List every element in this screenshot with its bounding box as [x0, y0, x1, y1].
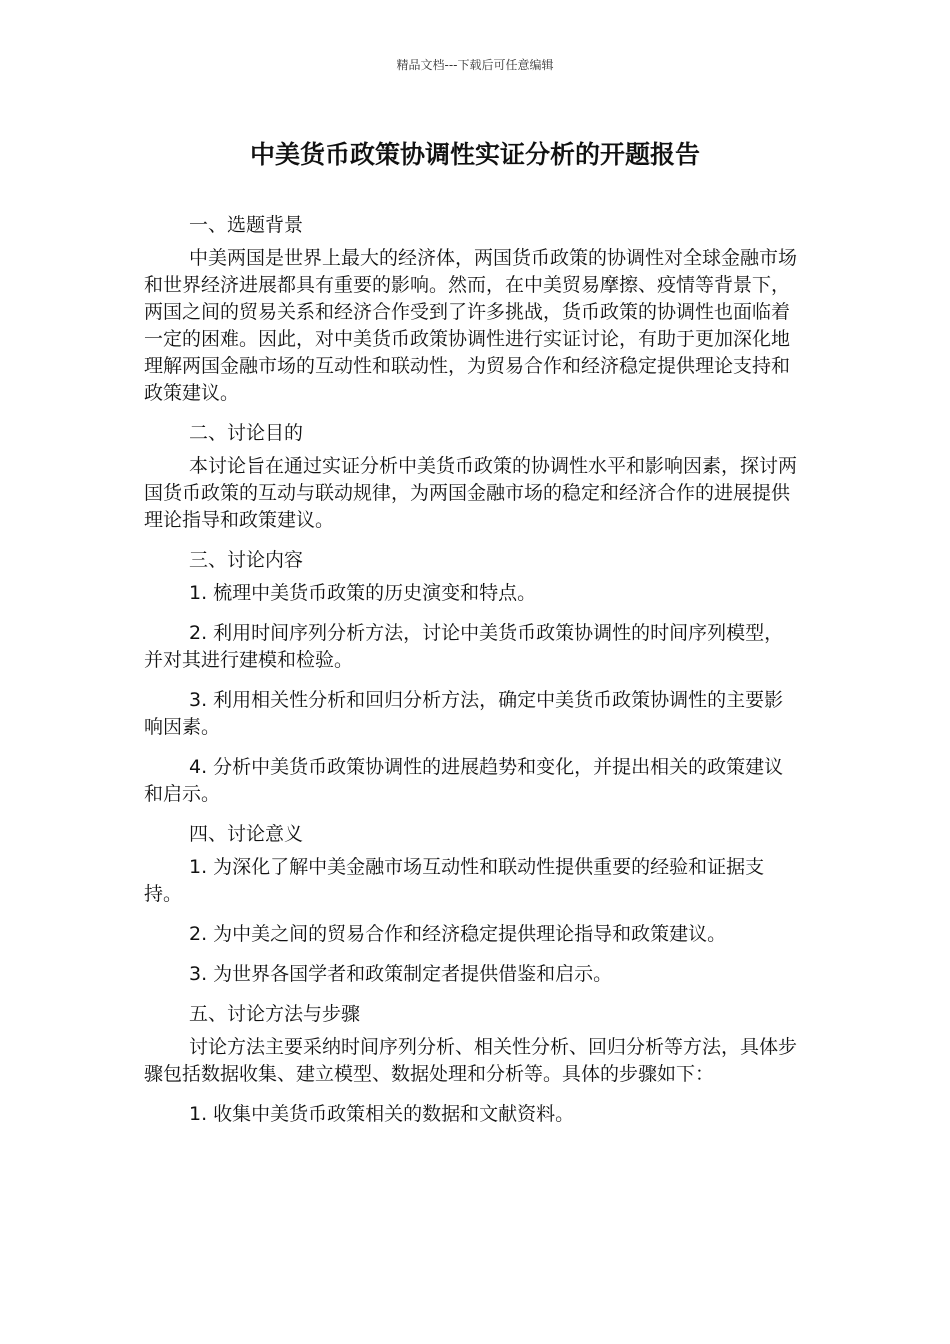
list-item: 2. 利用时间序列分析方法，讨论中美货币政策协调性的时间序列模型，并对其进行建模和检验。: [144, 622, 784, 671]
list-item: 1. 收集中美货币政策相关的数据和文献资料。: [189, 1103, 575, 1125]
paragraph: 讨论方法主要采纳时间序列分析、相关性分析、回归分析等方法，具体步骤包括数据收集、建立模型、数据处理和分析等。具体的步骤如下：: [144, 1036, 798, 1085]
section-heading: 四、讨论意义: [189, 823, 304, 845]
section-background: [144, 212, 802, 407]
list-item: 2. 为中美之间的贸易合作和经济稳定提供理论指导和政策建议。: [189, 923, 727, 945]
document-title: 中美货币政策协调性实证分析的开题报告: [249, 140, 700, 169]
section-methods: [144, 1001, 802, 1128]
paragraph: 本讨论旨在通过实证分析中美货币政策的协调性水平和影响因素，探讨两国货币政策的互动与联动规律，为两国金融市场的稳定和经济合作的进展提供理论指导和政策建议。: [144, 455, 798, 531]
section-heading: 三、讨论内容: [189, 549, 304, 571]
section-heading: 五、讨论方法与步骤: [189, 1003, 361, 1025]
page-header: 精品文档---下载后可任意编辑: [396, 58, 554, 72]
section-heading: 二、讨论目的: [189, 422, 304, 444]
document-body: [144, 212, 802, 1141]
list-item: 1. 梳理中美货币政策的历史演变和特点。: [189, 582, 537, 604]
list-item: 3. 为世界各国学者和政策制定者提供借鉴和启示。: [189, 963, 613, 985]
list-item: 1. 为深化了解中美金融市场互动性和联动性提供重要的经验和证据支持。: [144, 856, 765, 905]
section-significance: [144, 821, 802, 988]
paragraph: 中美两国是世界上最大的经济体，两国货币政策的协调性对全球金融市场和世界经济进展都具有重要的影响。然而，在中美贸易摩擦、疫情等背景下，两国之间的贸易关系和经济合作受到了许多挑战，货币政策的协调性也面临着一定的困难。因此，对中美货币政策协调性进行实证讨论，有助于更加深化地理解两国金融市场的互动性和联动性，为贸易合作和经济稳定提供理论支持和政策建议。: [144, 247, 798, 404]
list-item: 4. 分析中美货币政策协调性的进展趋势和变化，并提出相关的政策建议和启示。: [144, 756, 784, 805]
section-content: [144, 547, 802, 808]
section-purpose: [144, 420, 802, 534]
list-item: 3. 利用相关性分析和回归分析方法，确定中美货币政策协调性的主要影响因素。: [144, 689, 784, 738]
section-heading: 一、选题背景: [189, 214, 304, 236]
